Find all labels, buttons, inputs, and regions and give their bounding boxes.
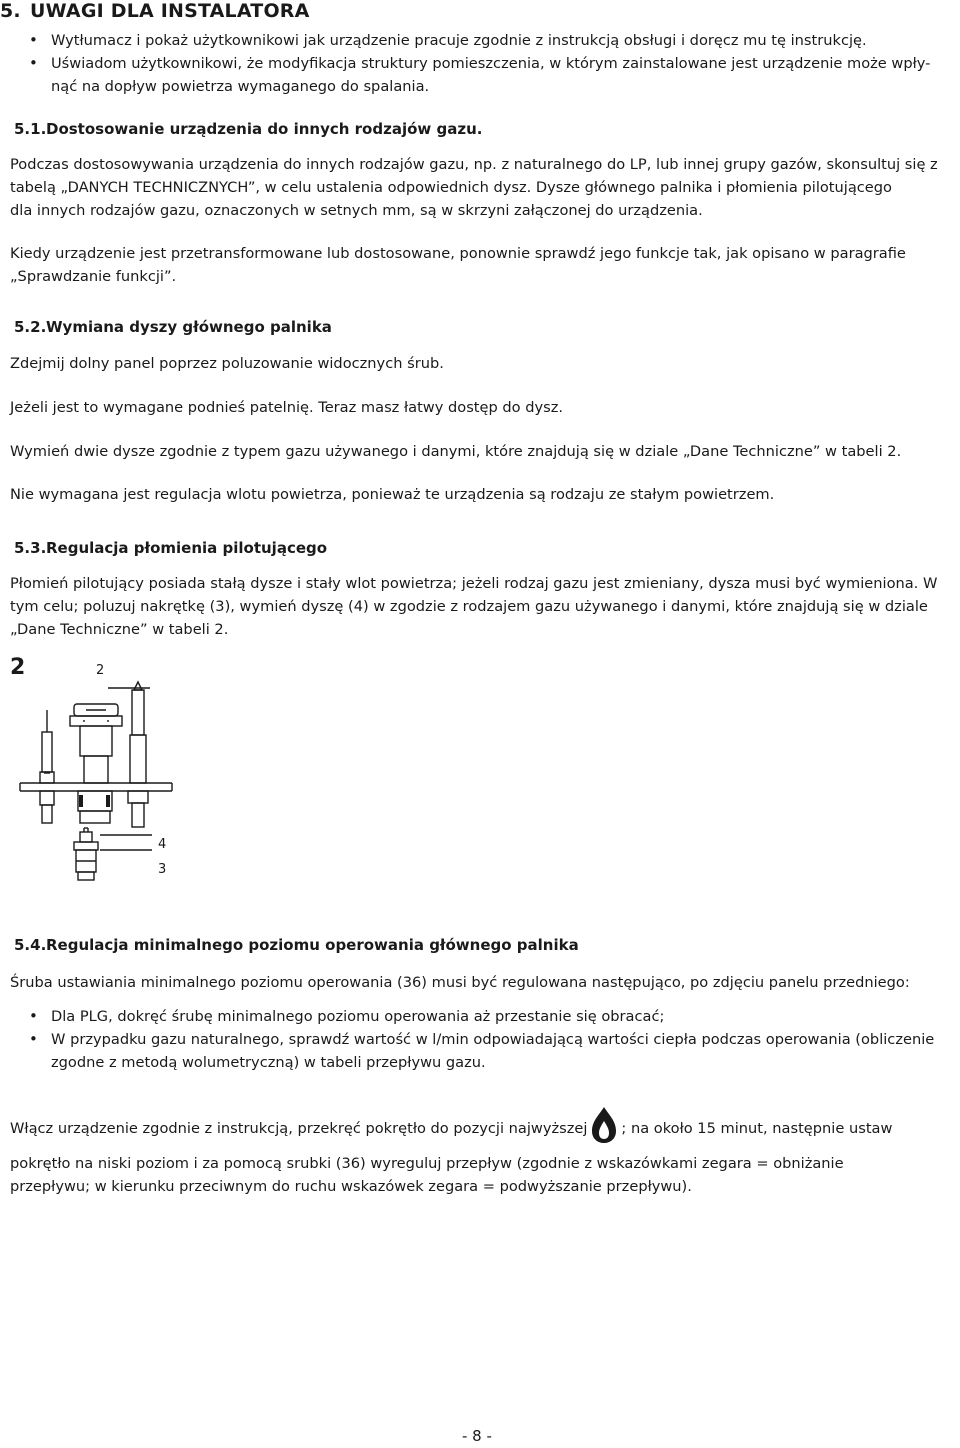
subsection-title: Regulacja minimalnego poziomu operowania głównego palnika (46, 936, 579, 954)
subsection-number: 5.4. (14, 936, 47, 954)
paragraph: Nie wymagana jest regulacja wlotu powietrza, ponieważ te urządzenia są rodzaju ze stałym powietrzem. (10, 486, 775, 503)
bullet-icon: • (29, 31, 38, 49)
subsection-title: Regulacja płomienia pilotującego (46, 539, 328, 557)
section-title: UWAGI DLA INSTALATORA (30, 0, 310, 22)
bullet-icon: • (29, 1007, 38, 1025)
bullet-text: Uświadom użytkownikowi, że modyfikacja struktury pomieszczenia, w którym zainstalowane jest urządzenie może wpły- (51, 55, 931, 72)
page-number: - 8 - (462, 1427, 492, 1445)
paragraph-line: tabelą „DANYCH TECHNICZNYCH”, w celu ustalenia odpowiednich dysz. Dysze głównego palnika i płomienia pilotującego (10, 179, 892, 196)
paragraph (10, 572, 950, 641)
subsection-heading (14, 120, 482, 138)
subsection-number: 5.2. (14, 318, 47, 336)
paragraph: Śruba ustawiania minimalnego poziomu operowania (36) musi być regulowana następująco, po zdjęciu panelu przedniego: (10, 974, 910, 991)
paragraph (10, 153, 950, 222)
bullet-continuation (51, 75, 956, 98)
paragraph: Zdejmij dolny panel poprzez poluzowanie widocznych śrub. (10, 355, 444, 372)
paragraph-text: ; na około 15 minut, następnie ustaw (621, 1120, 893, 1137)
flame-max-icon (589, 1105, 619, 1152)
paragraph-line: „Sprawdzanie funkcji”. (10, 268, 177, 285)
bullet-text: zgodne z metodą wolumetryczną) w tabeli przepływu gazu. (51, 1054, 486, 1071)
paragraph-line: Podczas dostosowywania urządzenia do innych rodzajów gazu, np. z naturalnego do LP, lub innej grupy gazów, skonsultuj się z (10, 156, 938, 173)
paragraph-line: Płomień pilotujący posiada stałą dysze i stały wlot powietrza; jeżeli rodzaj gazu jest zmieniany, dysza musi być wymieniona. W (10, 575, 938, 592)
bullet-text: nąć na dopływ powietrza wymaganego do spalania. (51, 78, 430, 95)
paragraph-line: pokrętło na niski poziom i za pomocą srubki (36) wyreguluj przepływ (zgodnie z wskazówkami zegara = obniżanie (10, 1155, 844, 1172)
figure-number: 2 (10, 655, 26, 680)
paragraph-line: „Dane Techniczne” w tabeli 2. (10, 621, 229, 638)
figure-callout-2: 2 (96, 663, 105, 678)
paragraph: Wymień dwie dysze zgodnie z typem gazu używanego i danymi, które znajdują się w dziale „Dane Techniczne” w tabeli 2. (10, 443, 902, 460)
paragraph-line: przepływu; w kierunku przeciwnym do ruchu wskazówek zegara = podwyższanie przepływu). (10, 1178, 692, 1195)
paragraph-line: Kiedy urządzenie jest przetransformowane lub dostosowane, ponownie sprawdź jego funkcje tak, jak opisano w paragrafie (10, 245, 906, 262)
figure-callout-4: 4 (158, 837, 167, 852)
paragraph: Jeżeli jest to wymagane podnieś patelnię. Teraz masz łatwy dostęp do dysz. (10, 399, 564, 416)
subsection-heading (14, 539, 327, 557)
paragraph-line: tym celu; poluzuj nakrętkę (3), wymień dyszę (4) w zgodzie z rodzajem gazu używanego i danymi, które znajdują się w dziale (10, 598, 928, 615)
subsection-title: Dostosowanie urządzenia do innych rodzajów gazu. (46, 120, 483, 138)
list-item (29, 52, 956, 75)
paragraph-line: dla innych rodzajów gazu, oznaczonych w setnych mm, są w skrzyni załączonej do urządzenia. (10, 202, 703, 219)
bullet-continuation (51, 1051, 956, 1074)
subsection-title: Wymiana dyszy głównego palnika (46, 318, 332, 336)
paragraph (10, 242, 950, 288)
list-item (29, 1005, 956, 1028)
bullet-icon: • (29, 1030, 38, 1048)
paragraph (10, 1105, 950, 1198)
section-number: 5. (0, 0, 21, 22)
bullet-text: W przypadku gazu naturalnego, sprawdź wartość w l/min odpowiadającą wartości ciepła podczas operowania (obliczenie (51, 1031, 935, 1048)
subsection-heading (14, 318, 332, 336)
paragraph-text: Włącz urządzenie zgodnie z instrukcją, przekręć pokrętło do pozycji najwyższej (10, 1120, 588, 1137)
bullet-text: Wytłumacz i pokaż użytkownikowi jak urządzenie pracuje zgodnie z instrukcją obsługi i doręcz mu tę instrukcję. (51, 32, 867, 49)
bullet-text: Dla PLG, dokręć śrubę minimalnego poziomu operowania aż przestanie się obracać; (51, 1008, 665, 1025)
subsection-number: 5.1. (14, 120, 47, 138)
figure-callout-3: 3 (158, 862, 167, 877)
list-item (29, 29, 956, 52)
subsection-number: 5.3. (14, 539, 47, 557)
paragraph-line (10, 1105, 950, 1152)
pilot-burner-figure (0, 660, 300, 900)
list-item (29, 1028, 956, 1051)
subsection-heading (14, 936, 579, 954)
bullet-icon: • (29, 54, 38, 72)
section-heading (0, 0, 310, 22)
